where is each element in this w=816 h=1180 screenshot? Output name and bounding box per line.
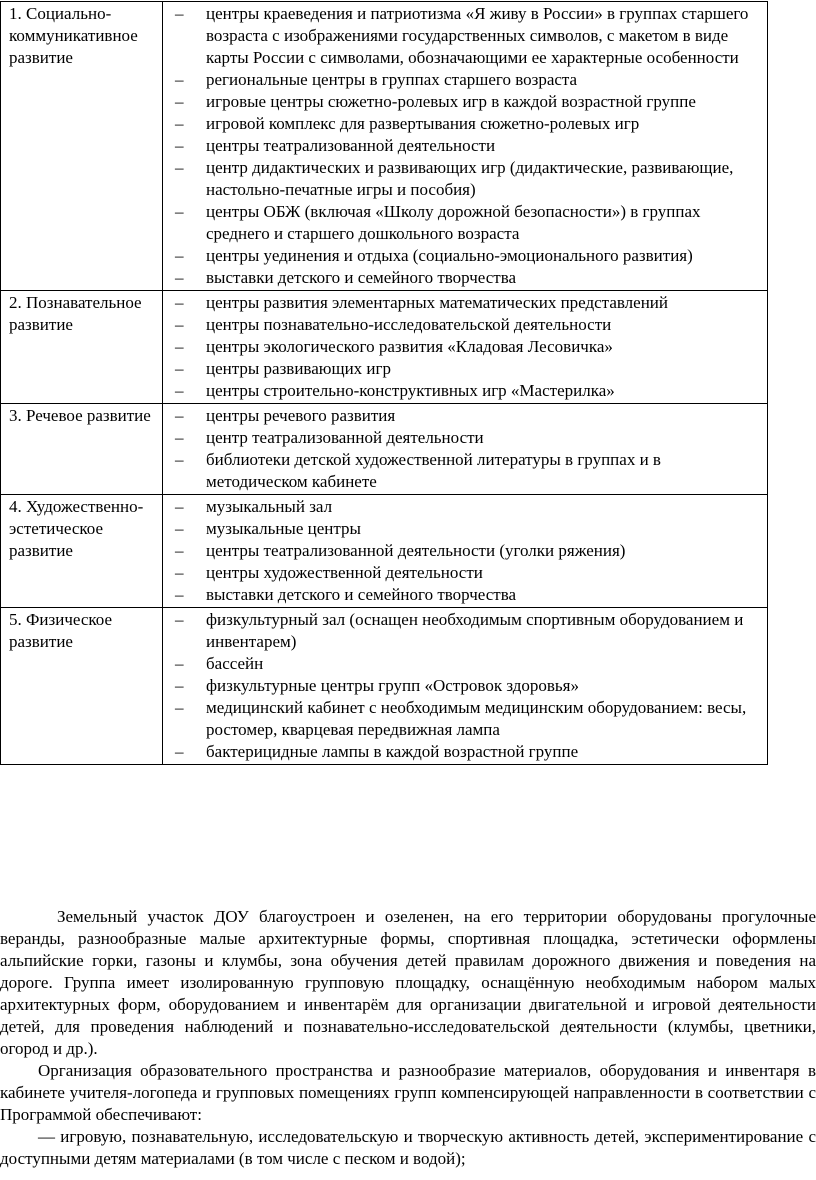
area-items-cell — [163, 404, 768, 495]
list-item: – центр театрализованной деятельности — [163, 427, 761, 449]
area-name-cell — [1, 404, 163, 495]
items-list — [163, 405, 761, 493]
list-item: – физкультурный зал (оснащен необходимым спортивным оборудованием и инвентарем) — [163, 609, 761, 653]
list-item: – центры речевого развития — [163, 405, 761, 427]
list-item: – центры краеведения и патриотизма «Я живу в России» в группах старшего возраста с изображениями государственных символов, с макетом в виде карты России с символами, обозначающими ее характерные особенности — [163, 3, 761, 69]
list-item: – центры театрализованной деятельности (уголки ряжения) — [163, 540, 761, 562]
list-item: – выставки детского и семейного творчества — [163, 584, 761, 606]
list-item: – физкультурные центры групп «Островок здоровья» — [163, 675, 761, 697]
list-item: – центры экологического развития «Кладовая Лесовичка» — [163, 336, 761, 358]
area-name: 3. Речевое развитие — [9, 406, 151, 425]
list-item: – бактерицидные лампы в каждой возрастной группе — [163, 741, 761, 763]
area-name: 2. Познавательное развитие — [9, 293, 142, 334]
table-row — [1, 404, 768, 495]
list-item: – центры познавательно-исследовательской деятельности — [163, 314, 761, 336]
area-name-cell — [1, 495, 163, 608]
list-item: – музыкальный зал — [163, 496, 761, 518]
area-items-cell — [163, 495, 768, 608]
area-items-cell — [163, 608, 768, 765]
list-item: – библиотеки детской художественной литературы в группах и в методическом кабинете — [163, 449, 761, 493]
paragraph: Организация образовательного пространства и разнообразие материалов, оборудования и инвентаря в кабинете учителя-логопеда и групповых помещениях групп компенсирующей направленности в соответствии с Программой обеспечивают: — [0, 1061, 816, 1124]
items-list — [163, 3, 761, 289]
items-list — [163, 609, 761, 763]
area-items-cell — [163, 2, 768, 291]
items-list — [163, 496, 761, 606]
list-item: – центры театрализованной деятельности — [163, 135, 761, 157]
list-item: – центры строительно-конструктивных игр «Мастерилка» — [163, 380, 761, 402]
list-item: – музыкальные центры — [163, 518, 761, 540]
list-item: – игровые центры сюжетно-ролевых игр в каждой возрастной группе — [163, 91, 761, 113]
development-areas-table — [0, 1, 768, 765]
list-item: – центры уединения и отдыха (социально-эмоционального развития) — [163, 245, 761, 267]
area-name-cell — [1, 291, 163, 404]
list-item: – региональные центры в группах старшего возраста — [163, 69, 761, 91]
paragraph: — игровую, познавательную, исследовательскую и творческую активность детей, экспериментирование с доступными детям материалами (в том числе с песком и водой); — [0, 1127, 816, 1168]
list-item: – центр дидактических и развивающих игр (дидактические, развивающие, настольно-печатные игры и пособия) — [163, 157, 761, 201]
list-item: – центры ОБЖ (включая «Школу дорожной безопасности») в группах среднего и старшего дошкольного возраста — [163, 201, 761, 245]
table-row — [1, 608, 768, 765]
list-item: – медицинский кабинет с необходимым медицинским оборудованием: весы, ростомер, кварцевая передвижная лампа — [163, 697, 761, 741]
table-row — [1, 495, 768, 608]
list-item: – игровой комплекс для развертывания сюжетно-ролевых игр — [163, 113, 761, 135]
list-item: – центры художественной деятельности — [163, 562, 761, 584]
body-text — [0, 906, 816, 1170]
area-name: 5. Физическое развитие — [9, 610, 113, 651]
paragraph: Земельный участок ДОУ благоустроен и озеленен, на его территории оборудованы прогулочные веранды, разнообразные малые архитектурные формы, спортивная площадка, эстетически оформлены альпийские горки, газоны и клумбы, зона обучения детей правилам дорожного движения и поведения на дороге. Группа имеет изолированную групповую площадку, оснащённую необходимым набором малых архитектурных форм, оборудованием и инвентарём для организации двигательной и игровой деятельности детей, для проведения наблюдений и познавательно-исследовательской деятельности (клумбы, цветники, огород и др.). — [0, 907, 816, 1058]
area-name-cell — [1, 2, 163, 291]
area-items-cell — [163, 291, 768, 404]
table-row — [1, 2, 768, 291]
list-item: – бассейн — [163, 653, 761, 675]
list-item: – центры развивающих игр — [163, 358, 761, 380]
area-name: 4. Художественно-эстетическое развитие — [9, 497, 144, 560]
list-item: – выставки детского и семейного творчества — [163, 267, 761, 289]
list-item: – центры развития элементарных математических представлений — [163, 292, 761, 314]
items-list — [163, 292, 761, 402]
table-row — [1, 291, 768, 404]
area-name: 1. Социально-коммуникативное развитие — [9, 4, 138, 67]
area-name-cell — [1, 608, 163, 765]
